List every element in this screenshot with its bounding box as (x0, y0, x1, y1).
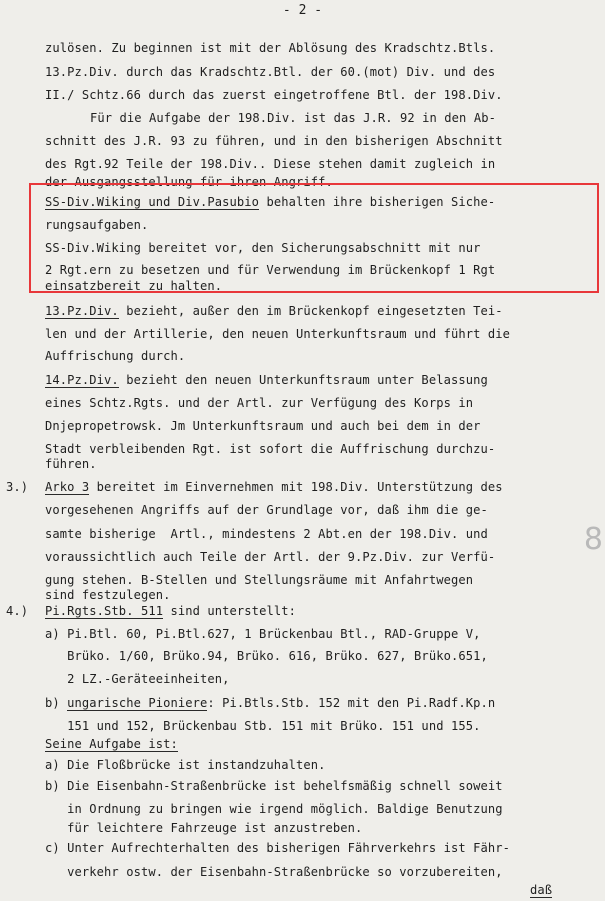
text-line: einsatzbereit zu halten. (45, 279, 223, 293)
text-line: 2 Rgt.ern zu besetzen und für Verwendung im Brückenkopf 1 Rgt (45, 263, 496, 277)
text-line: Arko 3 bereitet im Einvernehmen mit 198.Div. Unterstützung des (45, 480, 503, 494)
unit-name: ungarische Pioniere (67, 696, 208, 710)
text-line: voraussichtlich auch Teile der Artl. der 9.Pz.Div. zur Verfü- (45, 550, 496, 564)
text-line: b) Die Eisenbahn-Straßenbrücke ist behelfsmäßig schnell soweit (45, 779, 503, 793)
text-line: Pi.Rgts.Stb. 511 sind unterstellt: (45, 604, 296, 618)
text-line: Für die Aufgabe der 198.Div. ist das J.R. 92 in den Ab- (90, 111, 496, 125)
text-line: SS-Div.Wiking und Div.Pasubio behalten ihre bisherigen Siche- (45, 195, 496, 209)
text-line: c) Unter Aufrechterhalten des bisherigen Fährverkehrs ist Fähr- (45, 841, 511, 855)
text-line: 13.Pz.Div. durch das Kradschtz.Btl. der 60.(mot) Div. und des (45, 65, 496, 79)
text-line: gung stehen. B-Stellen und Stellungsräume mit Anfahrtwegen (45, 573, 474, 587)
text-line: Brüko. 1/60, Brüko.94, Brüko. 616, Brüko. 627, Brüko.651, (45, 649, 488, 663)
text-line: a) Die Floßbrücke ist instandzuhalten. (45, 758, 326, 772)
text-line: a) Pi.Btl. 60, Pi.Btl.627, 1 Brückenbau Btl., RAD-Gruppe V, (45, 627, 481, 641)
text-line: eines Schtz.Rgts. und der Artl. zur Verfügung des Korps in (45, 396, 474, 410)
text-line: 14.Pz.Div. bezieht den neuen Unterkunftsraum unter Belassung (45, 373, 488, 387)
text-line: samte bisherige Artl., mindestens 2 Abt.en der 198.Div. und (45, 527, 488, 541)
text-line: in Ordnung zu bringen wie irgend möglich. Baldige Benutzung (45, 802, 503, 816)
text-line: Dnjepropetrowsk. Jm Unterkunftsraum und auch bei dem in der (45, 419, 481, 433)
unit-name: SS-Div.Wiking und Div.Pasubio (45, 195, 260, 209)
unit-name: Pi.Rgts.Stb. 511 (45, 604, 164, 618)
section-number: 4.) (6, 604, 29, 618)
text-line: 151 und 152, Brückenbau Stb. 151 mit Brüko. 151 und 155. (45, 719, 481, 733)
margin-pencil-mark: 8 (583, 522, 603, 557)
text-line (45, 738, 178, 750)
text-line: führen. (45, 457, 97, 471)
unit-name: Arko 3 (45, 480, 90, 494)
text-line: 13.Pz.Div. bezieht, außer den im Brückenkopf eingesetzten Tei- (45, 304, 503, 318)
text-line: SS-Div.Wiking bereitet vor, den Sicherungsabschnitt mit nur (45, 241, 481, 255)
text-line: Stadt verbleibenden Rgt. ist sofort die Auffrischung durchzu- (45, 442, 496, 456)
text-line: zulösen. Zu beginnen ist mit der Ablösung des Kradschtz.Btls. (45, 41, 496, 55)
text-line: der Ausgangsstellung für ihren Angriff. (45, 175, 333, 189)
page-number: - 2 - (282, 3, 323, 18)
text-line: verkehr ostw. der Eisenbahn-Straßenbrücke so vorzubereiten, (45, 865, 503, 879)
text-line: Auffrischung durch. (45, 349, 186, 363)
text-line: des Rgt.92 Teile der 198.Div.. Diese stehen damit zugleich in (45, 157, 496, 171)
unit-name: 14.Pz.Div. (45, 373, 119, 387)
text-line: sind festzulegen. (45, 588, 171, 602)
text-line: 2 LZ.-Geräteeinheiten, (45, 672, 230, 686)
text-line: vorgesehenen Angriffs auf der Grundlage vor, daß ihm die ge- (45, 503, 488, 517)
catchword: daß (530, 883, 553, 897)
text-line: für leichtere Fahrzeuge ist anzustreben. (45, 821, 363, 835)
text-line: len und der Artillerie, den neuen Unterkunftsraum und führt die (45, 327, 511, 341)
text-line: schnitt des J.R. 93 zu führen, und in den bisherigen Abschnitt (45, 134, 503, 148)
text-line: b) ungarische Pioniere: Pi.Btls.Stb. 152 mit den Pi.Radf.Kp.n (45, 696, 496, 710)
text-line: rungsaufgaben. (45, 218, 149, 232)
subheading: Seine Aufgabe ist: (45, 737, 178, 751)
text-line: II./ Schtz.66 durch das zuerst eingetroffene Btl. der 198.Div. (45, 88, 503, 102)
section-number: 3.) (6, 480, 29, 494)
unit-name: 13.Pz.Div. (45, 304, 119, 318)
